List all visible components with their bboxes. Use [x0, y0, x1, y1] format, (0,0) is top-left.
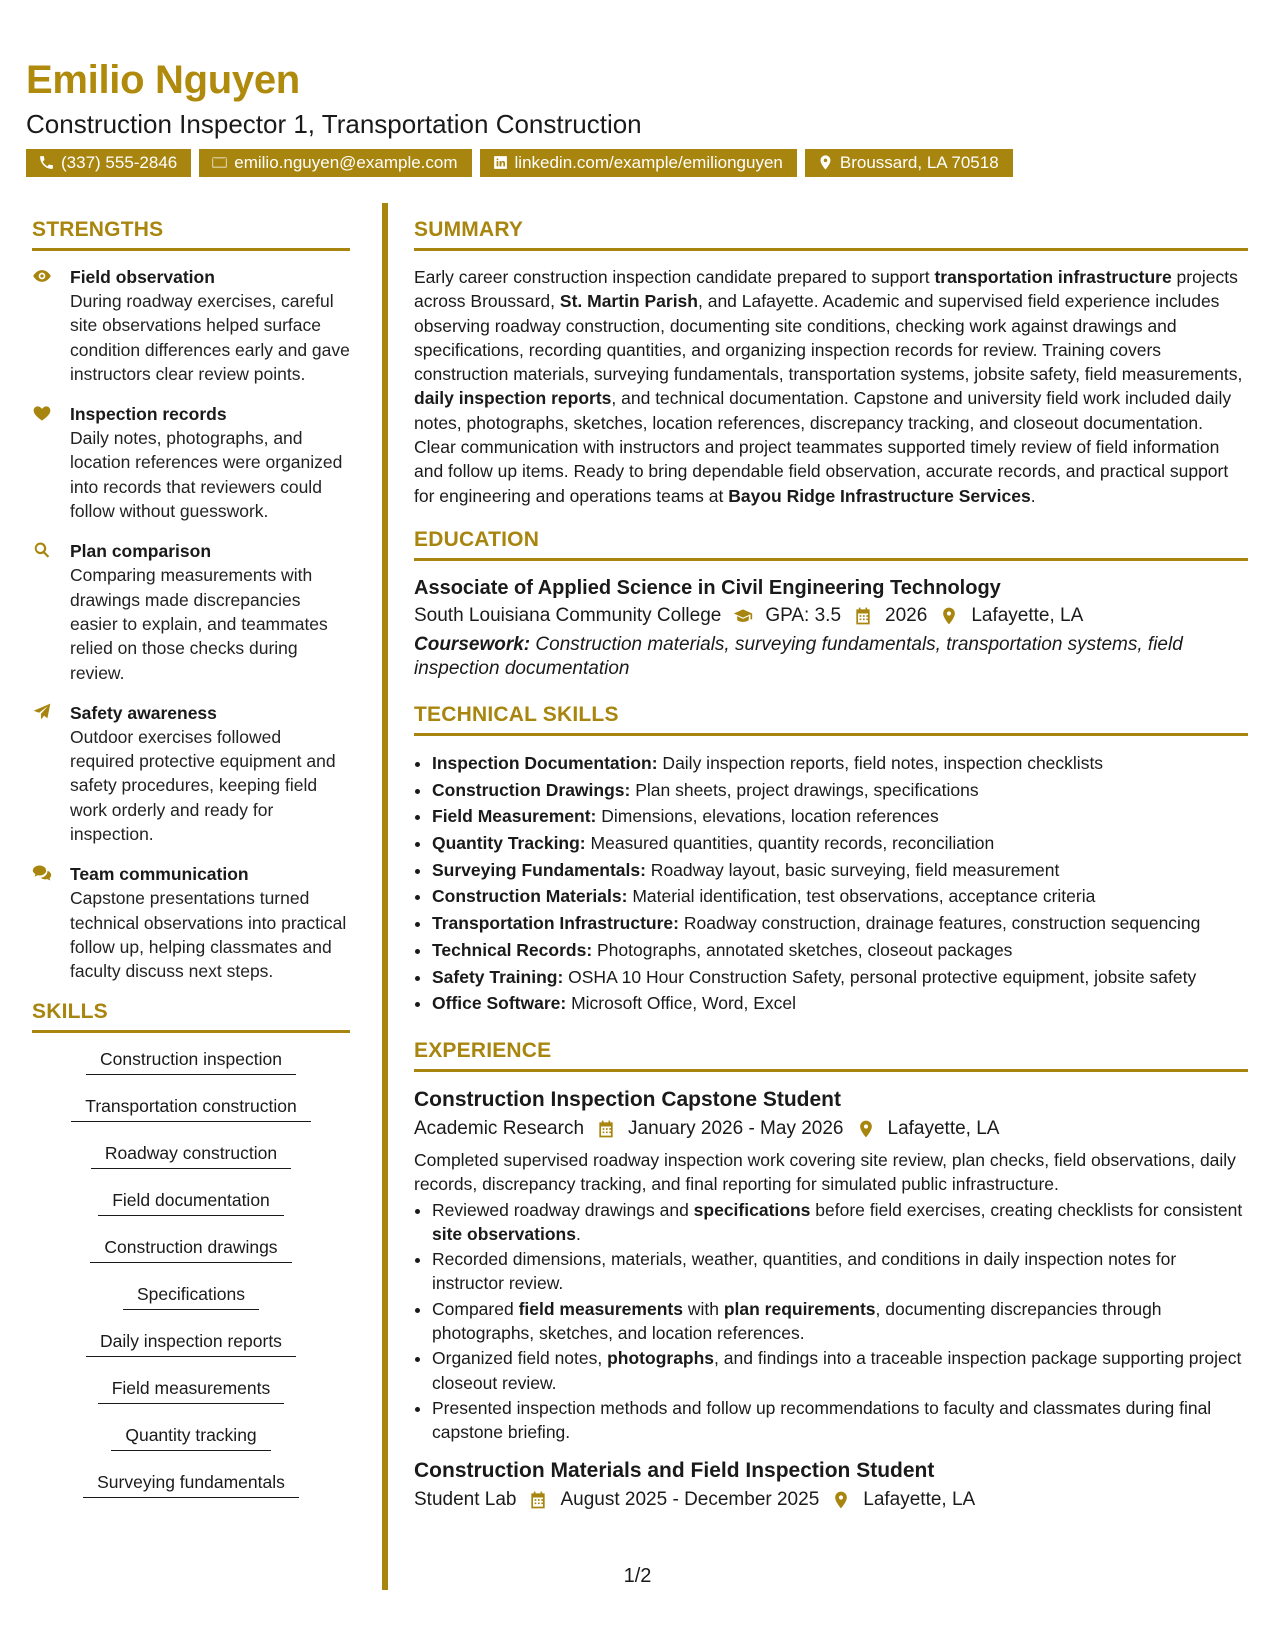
job-meta — [414, 1485, 1248, 1515]
skill-tag: Surveying fundamentals — [83, 1470, 299, 1498]
linkedin-text: linkedin.com/example/emilionguyen — [514, 152, 783, 172]
strength-desc: Outdoor exercises followed required protective equipment and safety procedures, keeping field work orderly and ready for inspection. — [70, 726, 336, 845]
skill-tag: Transportation construction — [71, 1094, 310, 1122]
right-column — [414, 218, 1248, 1515]
list-item: • Inspection Documentation: Daily inspection reports, field notes, inspection checklists — [432, 750, 1248, 777]
list-item: • Presented inspection methods and follow up recommendations to faculty and classmates during final capstone briefing. — [432, 1396, 1248, 1445]
skill-tag: Daily inspection reports — [86, 1329, 296, 1357]
skill-tag: Construction inspection — [86, 1047, 296, 1075]
resume-header — [26, 60, 1251, 177]
skills-heading: SKILLS — [32, 1000, 350, 1033]
strength-desc: During roadway exercises, careful site observations helped surface condition differences early and gave instructors clear review points. — [70, 291, 350, 384]
strength-item — [32, 862, 350, 983]
contact-phone[interactable] — [26, 149, 191, 177]
experience-entry — [414, 1457, 1248, 1515]
contact-location — [805, 149, 1013, 177]
experience-entry — [414, 1086, 1248, 1445]
summary-paragraph: Early career construction inspection candidate prepared to support transportation infrastructure projects across Broussard, St. Martin Parish, and Lafayette. Academic and supervised field experience includes observing roadway construction, documenting site conditions, checking work against drawings and specifications, recording quantities, and organizing inspection records for review. Training covers construction materials, surveying fundamentals, transportation systems, jobsite safety, field measurements, daily inspection reports, and technical documentation. Capstone and university field work included daily notes, photographs, sketches, location references, discrepancy tracking, and closeout documentation. Clear communication with instructors and project teammates supported timely review of field information and follow up items. Ready to bring dependable field observation, accurate records, and practical support for engineering and operations teams at Bayou Ridge Infrastructure Services. — [414, 267, 1243, 506]
strength-item — [32, 265, 350, 386]
list-item: • Organized field notes, photographs, and findings into a traceable inspection package supporting project closeout review. — [432, 1346, 1248, 1395]
envelope-icon — [211, 154, 228, 171]
job-org: Academic Research — [414, 1118, 585, 1139]
list-item: • Office Software: Microsoft Office, Word, Excel — [432, 990, 1248, 1017]
phone-text: (337) 555-2846 — [61, 152, 178, 172]
job-location: Lafayette, LA — [887, 1118, 1000, 1139]
skill-tag: Specifications — [123, 1282, 259, 1310]
paper-plane-icon — [32, 702, 52, 722]
strength-desc: Comparing measurements with drawings made discrepancies easier to explain, and teammates relied on those checks during review. — [70, 565, 328, 683]
skill-tag: Roadway construction — [91, 1141, 291, 1169]
location-text: Broussard, LA 70518 — [839, 152, 999, 172]
strength-item — [32, 701, 350, 846]
strength-title: Team communication — [70, 864, 249, 885]
job-meta — [414, 1114, 1248, 1144]
map-pin-icon — [817, 154, 834, 171]
list-item: • Construction Drawings: Plan sheets, project drawings, specifications — [432, 777, 1248, 804]
skill-tag: Quantity tracking — [111, 1423, 270, 1451]
graduation-cap-icon — [733, 606, 753, 626]
contact-email[interactable] — [199, 149, 471, 177]
candidate-headline: Construction Inspector 1, Transportation Construction — [26, 109, 642, 139]
list-item: • Technical Records: Photographs, annotated sketches, closeout packages — [432, 937, 1248, 964]
skill-tag: Field measurements — [98, 1376, 285, 1404]
page-number: 1/2 — [623, 1565, 652, 1587]
school-name: South Louisiana Community College — [414, 604, 722, 626]
candidate-name: Emilio Nguyen — [26, 58, 300, 102]
map-pin-icon — [856, 1119, 876, 1139]
heart-icon — [32, 403, 52, 423]
list-item: • Compared field measurements with plan requirements, documenting discrepancies through photographs, sketches, and location references. — [432, 1297, 1248, 1346]
graduation-year: 2026 — [885, 604, 928, 626]
skills-list — [32, 1047, 350, 1517]
strength-title: Field observation — [70, 267, 215, 287]
coursework: Coursework: Construction materials, surveying fundamentals, transportation systems, field inspection documentation — [414, 633, 1183, 679]
strength-desc: Capstone presentations turned technical observations into practical follow up, helping classmates and faculty discuss next steps. — [70, 888, 347, 982]
strength-title: Plan comparison — [70, 541, 212, 562]
calendar-icon — [853, 606, 873, 626]
education-heading: EDUCATION — [414, 528, 1248, 561]
strength-item — [32, 539, 350, 684]
skill-tag: Construction drawings — [90, 1235, 291, 1263]
education-meta — [414, 601, 1248, 631]
list-item: • Transportation Infrastructure: Roadway construction, drainage features, construction sequencing — [432, 910, 1248, 937]
job-bullets — [414, 1198, 1248, 1445]
gpa: GPA: 3.5 — [765, 604, 842, 626]
summary-heading: SUMMARY — [414, 218, 1248, 251]
job-org: Student Lab — [414, 1488, 517, 1510]
school-location: Lafayette, LA — [971, 604, 1084, 626]
email-text: emilio.nguyen@example.com — [234, 152, 458, 172]
list-item: • Field Measurement: Dimensions, elevations, location references — [432, 803, 1248, 830]
map-pin-icon — [939, 606, 959, 626]
search-icon — [32, 540, 52, 560]
list-item: • Safety Training: OSHA 10 Hour Construction Safety, personal protective equipment, jobsite safety — [432, 964, 1248, 991]
contact-linkedin[interactable] — [480, 149, 797, 177]
list-item: • Recorded dimensions, materials, weather, quantities, and conditions in daily inspection notes for instructor review. — [432, 1247, 1248, 1296]
calendar-icon — [596, 1119, 616, 1139]
strength-item — [32, 402, 350, 523]
strength-title: Safety awareness — [70, 702, 217, 723]
technical-skills-heading: TECHNICAL SKILLS — [414, 703, 1248, 736]
list-item: • Surveying Fundamentals: Roadway layout, basic surveying, field measurement — [432, 857, 1248, 884]
strength-title: Inspection records — [70, 404, 227, 425]
job-description: Completed supervised roadway inspection work covering site review, plan checks, field observations, daily records, discrepancy tracking, and final reporting for simulated public infrastructure. — [414, 1150, 1236, 1195]
comments-icon — [32, 863, 52, 883]
job-dates: August 2025 - December 2025 — [560, 1488, 820, 1510]
job-title: Construction Materials and Field Inspection Student — [414, 1458, 935, 1482]
strength-desc: Daily notes, photographs, and location references were organized into records that reviewers could follow without guesswork. — [70, 428, 343, 522]
job-title: Construction Inspection Capstone Student — [414, 1088, 842, 1111]
degree-title: Associate of Applied Science in Civil Engineering Technology — [414, 576, 1001, 599]
calendar-icon — [528, 1490, 548, 1510]
job-dates: January 2026 - May 2026 — [628, 1118, 844, 1139]
list-item: • Reviewed roadway drawings and specifications before field exercises, creating checklists for consistent site observations. — [432, 1198, 1248, 1247]
map-pin-icon — [831, 1490, 851, 1510]
experience-heading: EXPERIENCE — [414, 1039, 1248, 1072]
list-item: • Quantity Tracking: Measured quantities, quantity records, reconciliation — [432, 830, 1248, 857]
contact-bar — [26, 149, 1251, 177]
linkedin-icon — [492, 154, 509, 171]
job-location: Lafayette, LA — [863, 1488, 976, 1510]
skill-tag: Field documentation — [98, 1188, 284, 1216]
strengths-heading: STRENGTHS — [32, 218, 350, 251]
technical-skills-list — [414, 750, 1248, 1017]
eye-icon — [32, 266, 52, 286]
left-column — [32, 218, 350, 1517]
list-item: • Construction Materials: Material identification, test observations, acceptance criteria — [432, 883, 1248, 910]
column-divider — [382, 203, 388, 1590]
phone-icon — [38, 154, 55, 171]
